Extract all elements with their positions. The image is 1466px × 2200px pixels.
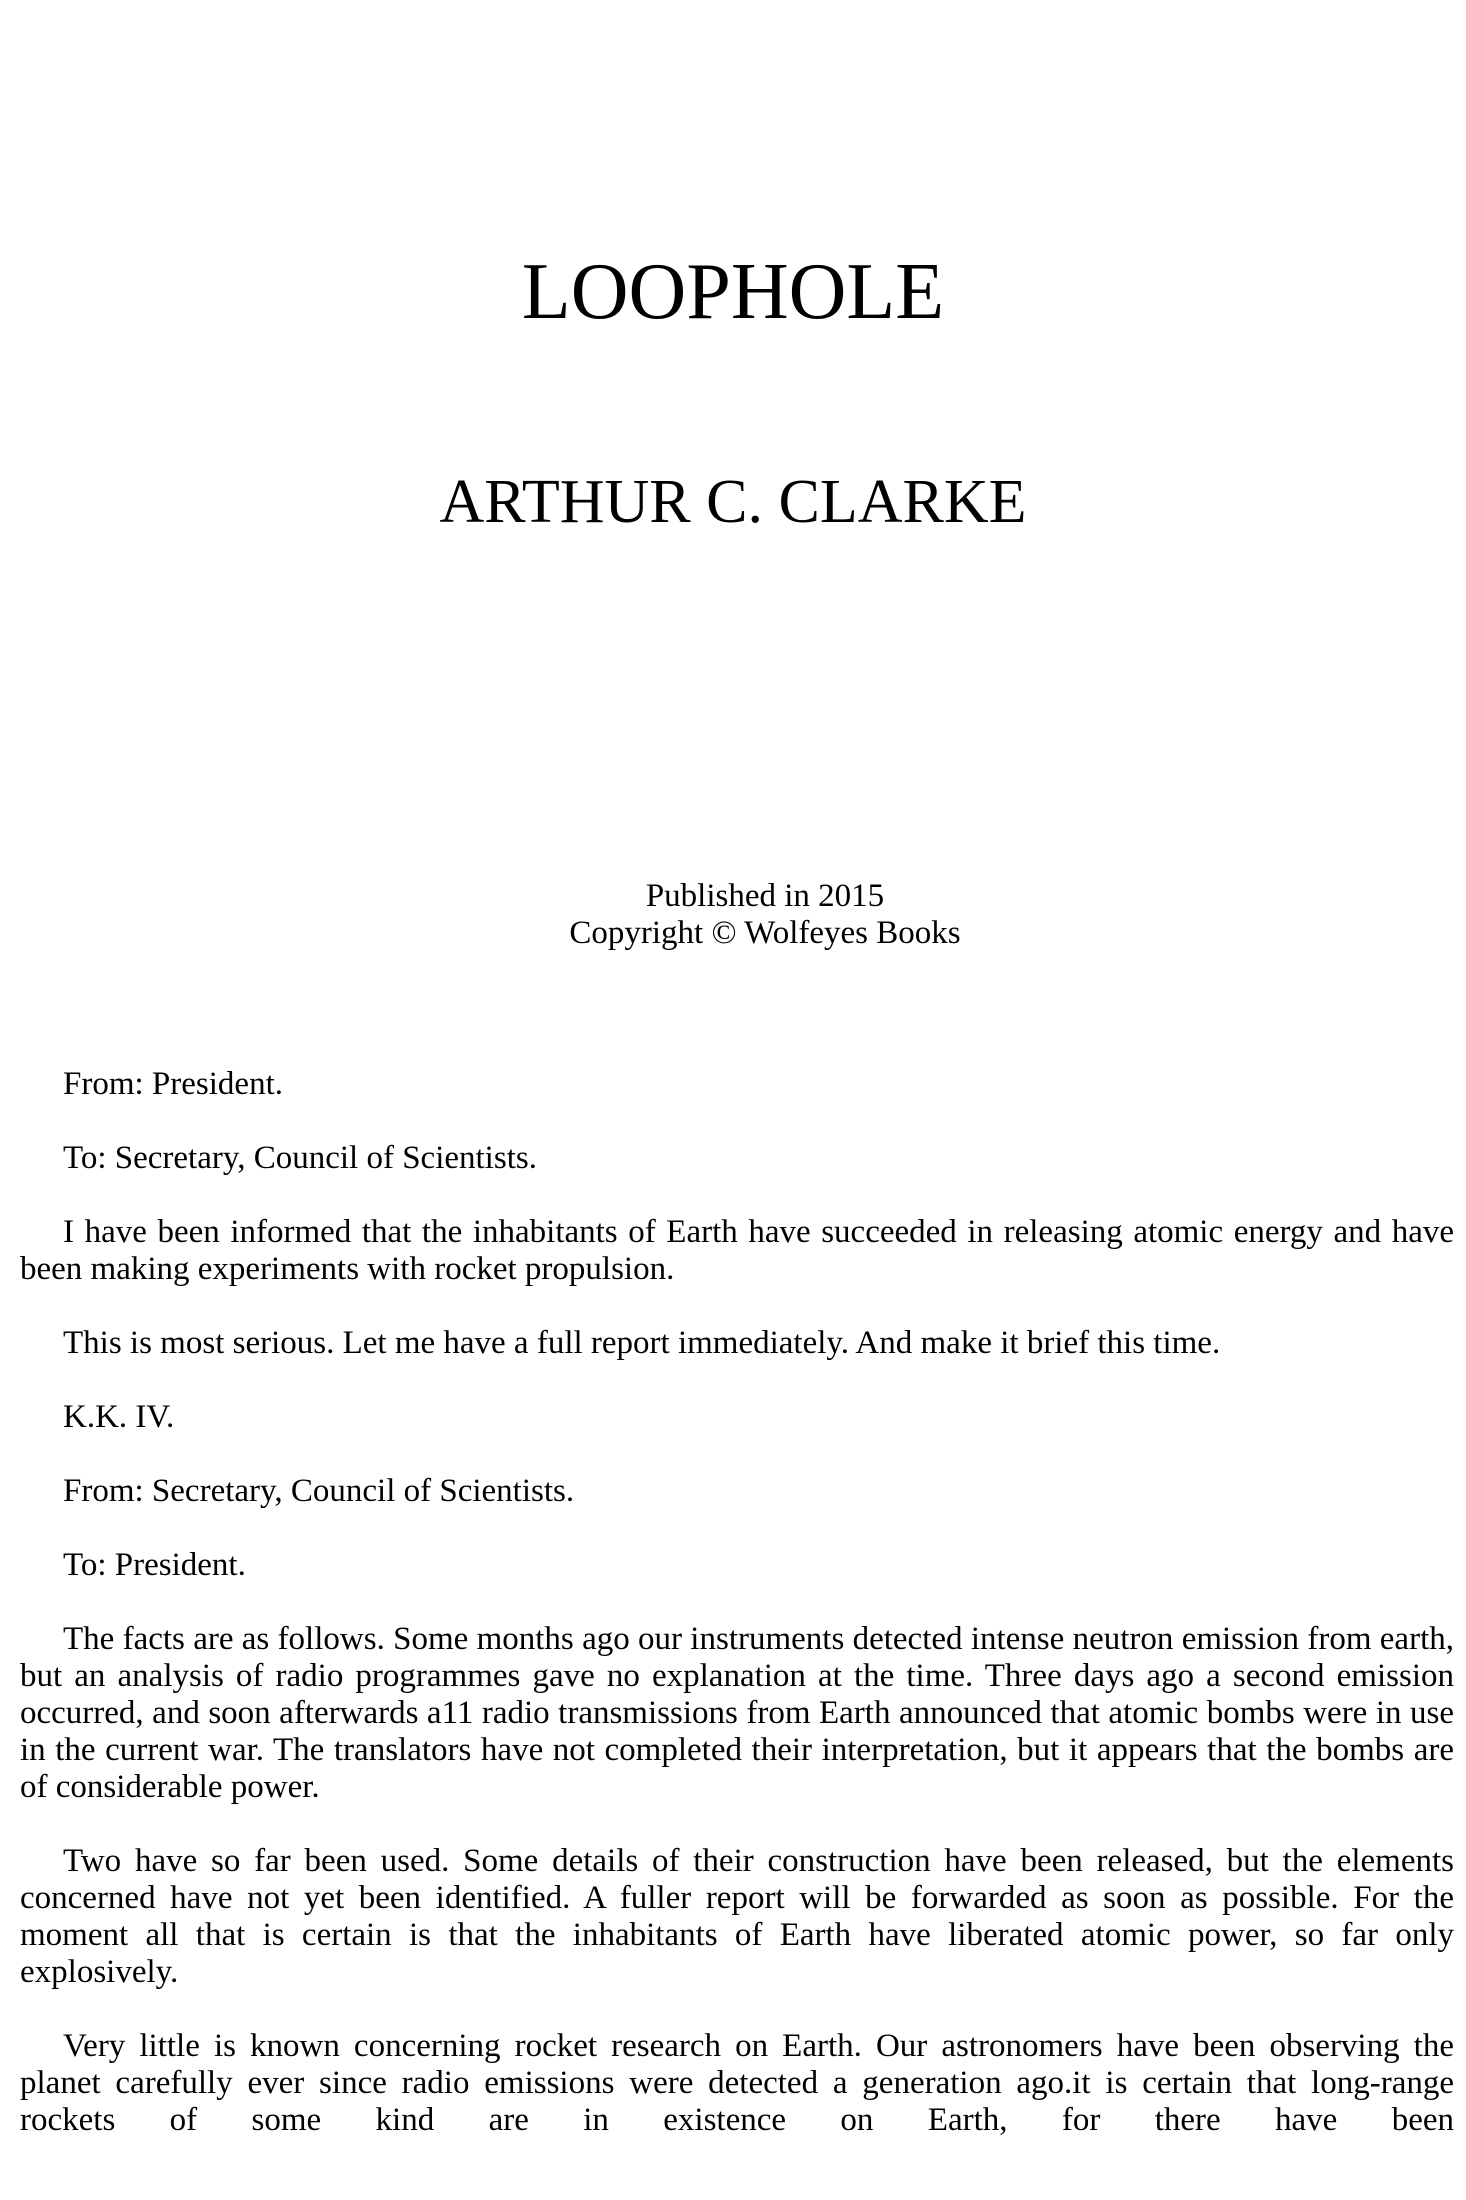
- paragraph-from-president: From: President.: [63, 1066, 283, 1102]
- imprint: [0, 878, 1466, 952]
- paragraph-from-secretary: From: Secretary, Council of Scientists.: [63, 1473, 575, 1509]
- book-title: LOOPHOLE: [521, 248, 945, 336]
- story-body: [20, 1066, 1454, 2176]
- paragraph-signature: K.K. IV.: [63, 1399, 175, 1435]
- paragraph-informed: I have been informed that the inhabitants of Earth have succeeded in releasing atomic energy and have been making experiments with rocket propulsion.: [20, 1214, 1454, 1287]
- paragraph-rocket-research: Very little is known concerning rocket research on Earth. Our astronomers have been observing the planet carefully ever since radio emissions were detected a generation ago.it is certain that long-range rockets of some kind are in existence on Earth, for there have been: [20, 2028, 1454, 2138]
- paragraph-to-secretary: To: Secretary, Council of Scientists.: [63, 1140, 537, 1176]
- paragraph-most-serious: This is most serious. Let me have a full report immediately. And make it brief this time.: [63, 1325, 1221, 1361]
- book-author: ARTHUR C. CLARKE: [439, 468, 1027, 536]
- paragraph-two-used: Two have so far been used. Some details of their construction have been released, but the elements concerned have not yet been identified. A fuller report will be forwarded as soon as possible. For the moment all that is certain is that the inhabitants of Earth have liberated atomic power, so far only explosively.: [20, 1843, 1454, 1990]
- copyright-line: Copyright © Wolfeyes Books: [569, 915, 961, 951]
- paragraph-facts: The facts are as follows. Some months ago our instruments detected intense neutron emission from earth, but an analysis of radio programmes gave no explanation at the time. Three days ago a second emission occurred, and soon afterwards a11 radio transmissions from Earth announced that atomic bombs were in use in the current war. The translators have not completed their interpretation, but it appears that the bombs are of considerable power.: [20, 1621, 1454, 1805]
- published-line: Published in 2015: [645, 878, 885, 914]
- paragraph-to-president: To: President.: [63, 1547, 246, 1583]
